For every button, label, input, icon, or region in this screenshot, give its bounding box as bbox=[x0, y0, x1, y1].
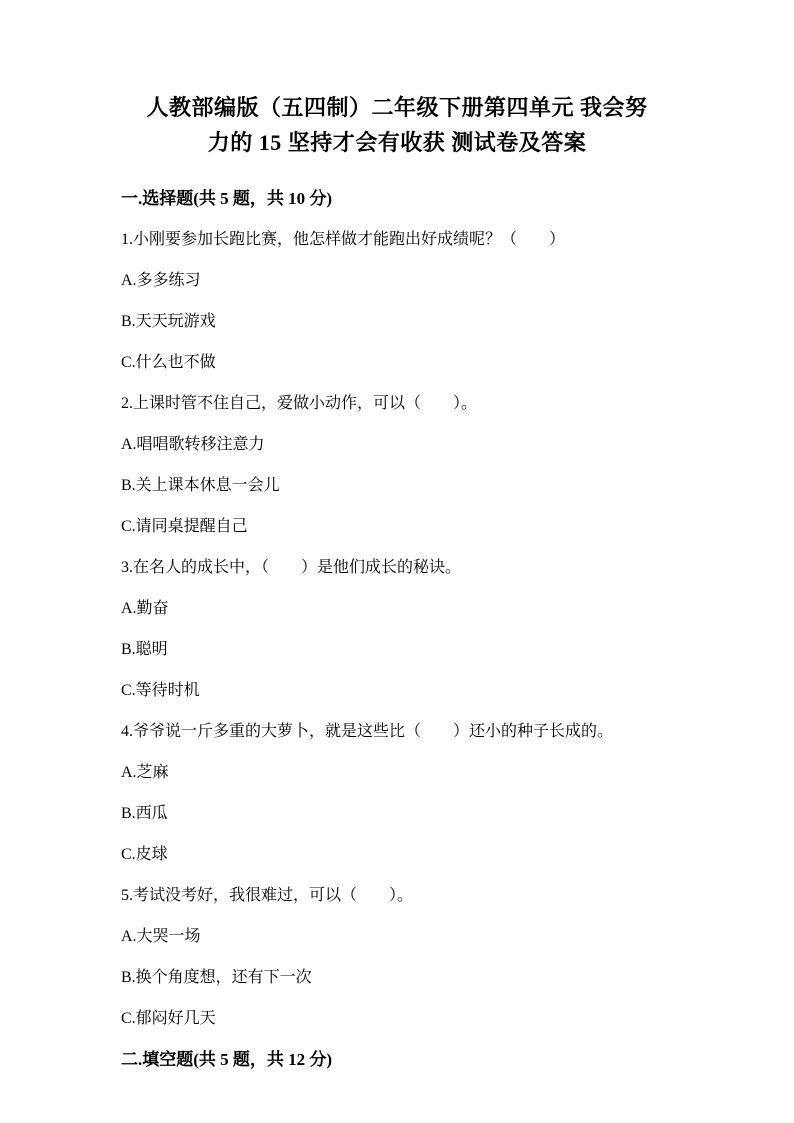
question-1-option-b: B.天天玩游戏 bbox=[121, 313, 216, 330]
page-title bbox=[60, 0, 734, 160]
question-1-text: 1.小刚要参加长跑比赛，他怎样做才能跑出好成绩呢？（ ） bbox=[121, 231, 566, 248]
question-4-option-c: C.皮球 bbox=[121, 846, 168, 863]
question-5-option-c: C.郁闷好几天 bbox=[121, 1010, 216, 1027]
question-5-option-b: B.换个角度想，还有下一次 bbox=[121, 969, 312, 986]
paper-body bbox=[121, 188, 724, 1071]
question-2-text: 2.上课时管不住自己，爱做小动作，可以（ ）。 bbox=[121, 395, 478, 412]
question-2-option-b: B.关上课本休息一会儿 bbox=[121, 477, 280, 494]
section-1-heading: 一.选择题(共 5 题，共 10 分) bbox=[121, 189, 333, 208]
question-4-text: 4.爷爷说一斤多重的大萝卜，就是这些比（ ）还小的种子长成的。 bbox=[121, 723, 614, 740]
question-5-option-a: A.大哭一场 bbox=[121, 928, 201, 945]
question-1-option-c: C.什么也不做 bbox=[121, 354, 216, 371]
question-3-text: 3.在名人的成长中，（ ）是他们成长的秘诀。 bbox=[121, 559, 462, 576]
page-title-line-1: 人教部编版（五四制）二年级下册第四单元 我会努 bbox=[146, 95, 648, 120]
section-2-heading: 二.填空题(共 5 题，共 12 分) bbox=[121, 1050, 333, 1069]
question-3-option-a: A.勤奋 bbox=[121, 600, 169, 617]
question-2-option-a: A.唱唱歌转移注意力 bbox=[121, 436, 265, 453]
question-3-option-b: B.聪明 bbox=[121, 641, 168, 658]
page-title-line-2: 力的 15 坚持才会有收获 测试卷及答案 bbox=[207, 130, 587, 155]
question-4-option-a: A.芝麻 bbox=[121, 764, 169, 781]
question-2-option-c: C.请同桌提醒自己 bbox=[121, 518, 248, 535]
question-1-option-a: A.多多练习 bbox=[121, 272, 201, 289]
question-3-option-c: C.等待时机 bbox=[121, 682, 200, 699]
question-5-text: 5.考试没考好，我很难过，可以（ ）。 bbox=[121, 887, 414, 904]
question-4-option-b: B.西瓜 bbox=[121, 805, 168, 822]
